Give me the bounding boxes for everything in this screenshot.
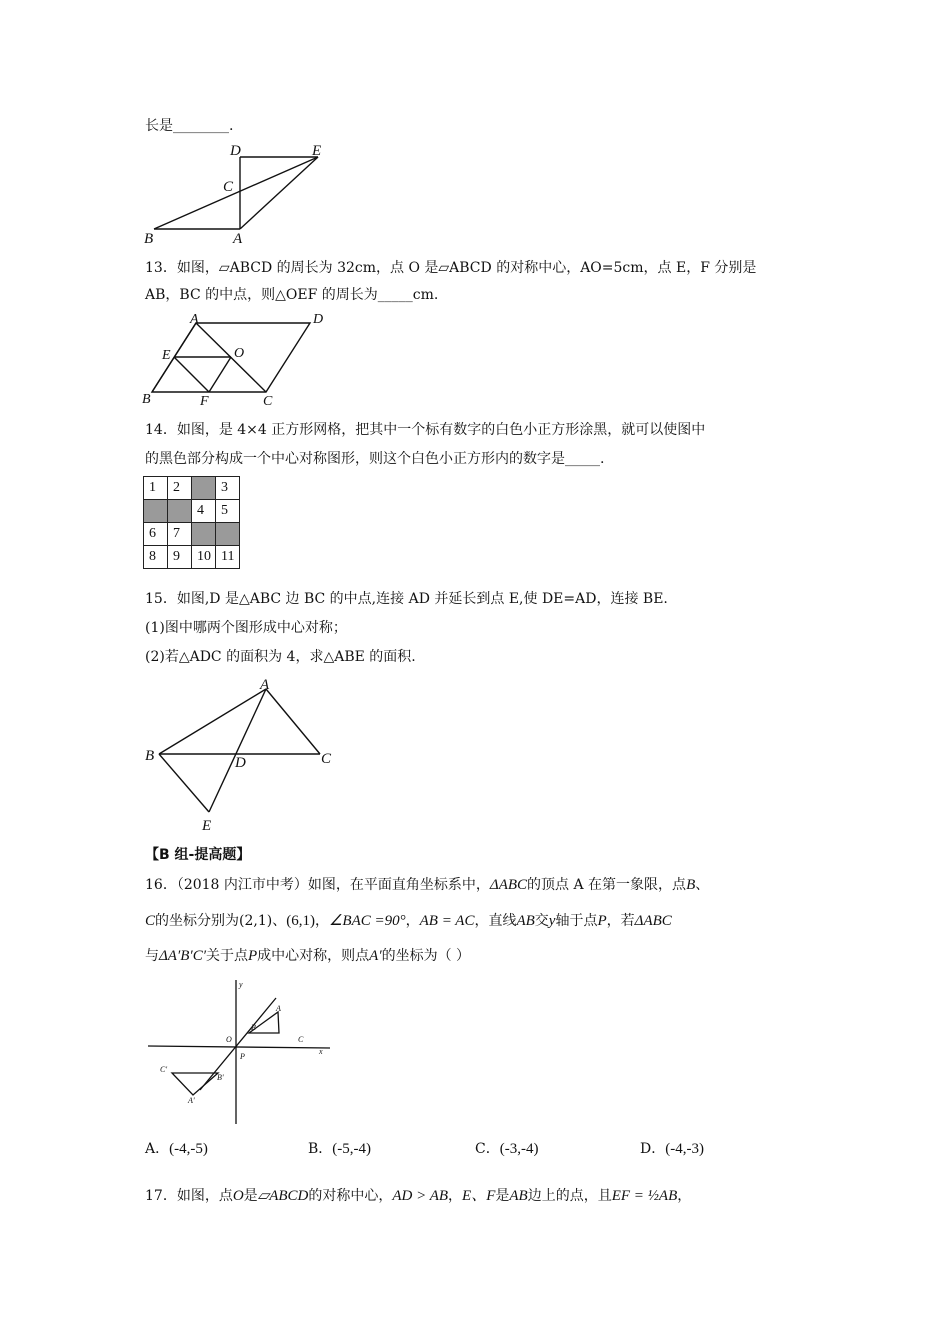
grid-cell: 5 (216, 500, 240, 523)
q17-line1 (145, 1186, 691, 1206)
angle-bac: ∠BAC =90° (328, 913, 406, 929)
grid-cell: 8 (144, 546, 168, 569)
label-E: E (202, 818, 212, 834)
q16-text: ， (405, 913, 420, 929)
label-A: A (190, 312, 199, 327)
label-D: D (235, 755, 246, 771)
section-b-heading: 【B 组-提高题】 (145, 847, 251, 863)
option-value: (-3,-4) (499, 1141, 539, 1157)
q16-text: 成中心对称，则点 (257, 948, 370, 964)
line-ab: AB (516, 913, 535, 929)
q15-line2: (1)图中哪两个图形成中心对称； (145, 620, 347, 636)
label-B-prime: B' (217, 1073, 224, 1082)
q14-line1: 14．如图，是 4×4 正方形网格，把其中一个标有数字的白色小正方形涂黑，就可以使图中 (145, 422, 706, 438)
label-D: D (313, 312, 324, 327)
q17-text: 是 (243, 1188, 258, 1204)
coord-6-1: (6,1) (286, 913, 315, 929)
q15-line3: (2)若△ADC 的面积为 4，求△ABE 的面积. (145, 649, 416, 665)
grid-cell: 4 (192, 500, 216, 523)
label-A-prime: A' (188, 1096, 195, 1105)
q17-text: 17．如图，点 (145, 1188, 233, 1204)
grid-4x4 (143, 476, 240, 569)
grid-cell: 3 (216, 477, 240, 500)
point-a-prime: A′ (369, 948, 382, 964)
parallelogram-abcd: ▱ABCD (257, 1188, 309, 1204)
grid-cell: 7 (168, 523, 192, 546)
ad-gt-ab: AD > AB (392, 1188, 449, 1204)
q16-text: 的顶点 A 在第一象限，点 (527, 877, 687, 893)
q16-text: 的坐标为（ ） (381, 948, 471, 964)
grid-cell: 2 (168, 477, 192, 500)
grid-cell-dark (216, 523, 240, 546)
triangle-abc: ΔABC (489, 877, 528, 893)
label-O: O (226, 1035, 232, 1044)
q16-text: 轴于点 (555, 913, 598, 929)
option-value: (-4,-5) (169, 1141, 208, 1157)
option-letter: A． (145, 1141, 170, 1157)
side-ab: AB (509, 1188, 528, 1204)
option-letter: C． (475, 1141, 500, 1157)
label-A: A (276, 1004, 281, 1013)
option-value: (-5,-4) (332, 1141, 372, 1157)
label-B: B (251, 1023, 256, 1032)
grid-cell-dark (168, 500, 192, 523)
q16-line3 (145, 946, 470, 966)
label-y: y (239, 980, 243, 989)
label-x: x (319, 1047, 323, 1056)
option-c[interactable] (475, 1138, 538, 1158)
q16-line2 (145, 911, 672, 931)
q16-line1 (145, 875, 709, 895)
label-C: C (223, 179, 234, 195)
q17-text: 是 (495, 1188, 510, 1204)
point-p: P (597, 913, 607, 929)
label-A: A (260, 677, 270, 693)
label-F: F (200, 394, 209, 409)
points-e-f: E、F (462, 1188, 496, 1204)
q17-text: ， (677, 1188, 692, 1204)
q16-text: 16．（2018 内江市中考）如图，在平面直角坐标系中， (145, 877, 490, 893)
ef-half-ab: EF = ½AB (611, 1188, 678, 1204)
point-o: O (232, 1188, 244, 1204)
label-E: E (162, 348, 171, 363)
option-letter: D． (640, 1141, 666, 1157)
label-D: D (230, 143, 241, 159)
q16-text: 的坐标分别为(2,1)、 (155, 913, 287, 929)
figure-12 (140, 138, 340, 248)
q16-text: ， (314, 913, 329, 929)
grid-cell: 9 (168, 546, 192, 569)
label-C-prime: C' (160, 1065, 168, 1074)
q17-text: 的对称中心， (308, 1188, 393, 1204)
label-A: A (233, 231, 243, 247)
label-B: B (142, 392, 151, 407)
label-O: O (234, 346, 245, 361)
q15-line1: 15．如图,D 是△ABC 边 BC 的中点,连接 AD 并延长到点 E,使 DE=AD，连接 BE. (145, 591, 668, 607)
label-P: P (240, 1052, 245, 1061)
label-B: B (145, 748, 155, 764)
y-var: y (548, 913, 556, 929)
figure-13 (140, 310, 335, 410)
label-E: E (312, 143, 322, 159)
label-C: C (263, 394, 273, 409)
q14-line2: 的黑色部分构成一个中心对称图形，则这个白色小正方形内的数字是_____. (145, 451, 605, 467)
label-C: C (321, 751, 332, 767)
triangle-abc: ΔABC (634, 913, 672, 929)
label-C: C (298, 1035, 304, 1044)
option-b[interactable] (308, 1138, 371, 1158)
grid-cell-dark (192, 477, 216, 500)
q16-text: 关于点 (205, 948, 248, 964)
q16-text: ，若 (606, 913, 635, 929)
point-c: C (145, 913, 156, 929)
q16-text: ，直线 (474, 913, 517, 929)
grid-cell-dark (144, 500, 168, 523)
grid-cell: 10 (192, 546, 216, 569)
grid-cell-dark (192, 523, 216, 546)
option-value: (-4,-3) (665, 1141, 704, 1157)
triangle-prime: ΔA′B′C′ (159, 948, 206, 964)
grid-cell: 11 (216, 546, 240, 569)
ab-eq-ac: AB = AC (419, 913, 475, 929)
q12-tail: 长是________. (145, 118, 234, 134)
option-d[interactable] (640, 1138, 704, 1158)
grid-cell: 1 (144, 477, 168, 500)
q16-text: 与 (145, 948, 159, 964)
point-b: B (686, 877, 696, 893)
q17-text: 边上的点，且 (527, 1188, 612, 1204)
label-B: B (144, 231, 154, 247)
grid-cell: 6 (144, 523, 168, 546)
figure-15 (140, 672, 350, 837)
figure-16 (148, 978, 338, 1128)
option-a[interactable] (145, 1138, 208, 1158)
q16-text: 交 (534, 913, 549, 929)
q13-line2: AB，BC 的中点，则△OEF 的周长为_____cm. (145, 287, 439, 303)
option-letter: B． (308, 1141, 333, 1157)
q17-text: ， (448, 1188, 463, 1204)
q13-line1: 13．如图，▱ABCD 的周长为 32cm，点 O 是▱ABCD 的对称中心，AO=5cm，点 E，F 分别是 (145, 260, 757, 276)
q16-text: 、 (695, 877, 710, 893)
point-p: P (247, 948, 258, 964)
